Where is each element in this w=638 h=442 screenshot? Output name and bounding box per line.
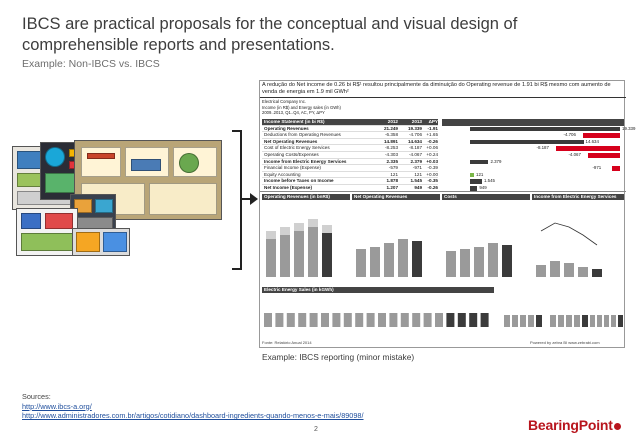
sources-label: Sources:: [22, 392, 51, 401]
table-cell: 121: [390, 171, 398, 177]
energy-bar: [597, 315, 602, 327]
sources: [22, 392, 364, 421]
table-header-cell: ΔPY: [428, 119, 438, 124]
table-cell: +0.03: [426, 158, 438, 164]
energy-bar: [481, 313, 489, 327]
divider: [260, 191, 626, 192]
energy-bar: [435, 313, 443, 327]
energy-bar: [604, 315, 609, 327]
energy-bar: [264, 313, 272, 327]
table-cell: Deductions from Operating Revenues: [264, 132, 341, 138]
table-cell: Financial Income (Expense): [264, 165, 321, 171]
table-cell: -971: [412, 165, 422, 171]
energy-bar: [378, 313, 386, 327]
table-cell: Operating Revenues: [264, 125, 309, 131]
table-cell: 1.878: [386, 178, 398, 184]
section-header: Net Operating Revenues: [352, 194, 440, 200]
energy-bar: [566, 315, 572, 327]
arrowhead-icon: [250, 193, 258, 205]
section-header: Costs: [442, 194, 530, 200]
energy-bar: [536, 315, 542, 327]
table-cell: Equity Accounting: [264, 171, 301, 177]
bar: [398, 239, 408, 277]
source-link[interactable]: http://www.administradores.com.br/artigos/cotidiano/dashboard-ingredients-quando-menos-e-mais/89098/: [22, 411, 364, 421]
bar: [384, 243, 394, 277]
energy-bar: [590, 315, 595, 327]
table-row: [262, 159, 438, 166]
bar: [356, 249, 366, 277]
deviation-bar: [470, 186, 477, 191]
stacked-bar-segment: [294, 223, 304, 231]
table-cell: 19.339: [407, 125, 422, 131]
energy-bar: [582, 315, 588, 327]
energy-bar: [332, 313, 340, 327]
table-header: [262, 119, 438, 126]
deviation-chart-header: [442, 119, 624, 126]
bar: [460, 249, 470, 277]
divider: [260, 97, 626, 98]
section-header: Income from Electric Energy Services: [532, 194, 624, 200]
deviation-bar: [556, 146, 620, 151]
energy-chart: [260, 287, 626, 337]
table-cell: -0.26: [427, 138, 438, 144]
energy-bar: [550, 315, 556, 327]
deviation-label: 14.634: [585, 138, 599, 144]
energy-bar: [469, 313, 477, 327]
deviation-bar: [470, 140, 584, 145]
deviation-label: -4.706: [563, 132, 576, 138]
logo-dot-icon: [614, 423, 621, 430]
section-header: Operating Revenues (in bnR$): [262, 194, 350, 200]
deviation-bar: [470, 127, 620, 132]
energy-bar: [618, 315, 623, 327]
report-meta: Income (in R$) and Energy sales (in GWh): [262, 104, 341, 110]
deviation-label: 2.379: [490, 158, 502, 164]
bar: [550, 261, 560, 277]
deviation-label: 949: [479, 184, 487, 190]
bar: [502, 245, 512, 277]
energy-bar: [355, 313, 363, 327]
table-cell: +0.00: [426, 171, 438, 177]
table-cell: -0.26: [427, 184, 438, 190]
stacked-bar-segment: [280, 227, 290, 235]
stacked-bar-segment: [266, 231, 276, 239]
comparison-bracket: [232, 130, 242, 270]
energy-bar: [520, 315, 526, 327]
table-cell: -8.187: [408, 145, 422, 151]
bar: [536, 265, 546, 277]
ibcs-report: [259, 80, 636, 348]
table-row: [262, 132, 438, 139]
table-header-cell: 2013: [411, 119, 422, 124]
table-cell: -8.253: [384, 145, 398, 151]
deviation-label: 19.339: [622, 125, 636, 131]
table-row: [262, 139, 438, 146]
table-cell: 2.335: [386, 158, 398, 164]
table-cell: 2.379: [410, 158, 422, 164]
energy-bar: [321, 313, 329, 327]
table-cell: Operating Costs/Expenses: [264, 151, 319, 157]
table-cell: 14.634: [407, 138, 422, 144]
table-header-cell: 2012: [387, 119, 398, 124]
section-header: Electric Energy Sales (in kGWh): [262, 287, 494, 293]
energy-bar: [611, 315, 616, 327]
report-meta: 2009..2013, Q1..Q4, AC, PY, ΔPY: [262, 110, 325, 115]
energy-bar: [458, 313, 466, 327]
bar: [412, 241, 422, 277]
page-number: 2: [314, 426, 318, 433]
slide-title: IBCS are practical proposals for the conceptual and visual design of comprehensible reports and presentations.: [22, 15, 518, 54]
deviation-label: 1.545: [483, 178, 495, 184]
deviation-label: -4.067: [568, 151, 581, 157]
deviation-bar: [612, 166, 620, 171]
energy-bar: [512, 315, 518, 327]
energy-bar: [389, 313, 397, 327]
small-charts: [260, 201, 626, 286]
source-link[interactable]: http://www.ibcs-a.org/: [22, 401, 92, 411]
deviation-bar: [583, 133, 620, 138]
energy-bar: [310, 313, 318, 327]
table-cell: Net Income (Expense): [264, 184, 312, 190]
deviation-bar: [470, 160, 488, 165]
table-header-cell: Income Statement (in bi R$): [264, 119, 325, 124]
stacked-bar-segment: [308, 219, 318, 227]
table-row: [262, 152, 438, 159]
table-cell: +0.24: [426, 151, 438, 157]
table-cell: +0.06: [426, 145, 438, 151]
report-caption: Example: IBCS reporting (minor mistake): [262, 352, 415, 362]
bar: [446, 251, 456, 277]
table-cell: 949: [414, 184, 422, 190]
table-cell: Income from Electric Energy Services: [264, 158, 347, 164]
energy-bar: [528, 315, 534, 327]
report-footer-source: Fonte: Relatório Anual 2014: [262, 340, 312, 345]
report-headline: A redução do Net income de 0.26 bi R$¹ resultou principalmente da diminuição do Operating revenue de 1.91 bi R$ mesmo com aumento de venda de energia em 1.9 mil GWh²: [262, 82, 611, 95]
report-meta: Electrical Company Inc.: [262, 99, 306, 104]
energy-bar: [574, 315, 580, 327]
table-cell: -6.358: [384, 132, 398, 138]
dashboard-thumbnail: [16, 208, 78, 256]
table-row: [262, 165, 438, 172]
table-row: [262, 126, 438, 133]
stacked-bar: [308, 219, 318, 277]
energy-bar: [424, 313, 432, 327]
table-cell: Cost of Electric Energy Services: [264, 145, 330, 151]
bearingpoint-logo: [528, 417, 621, 433]
stacked-bar: [294, 223, 304, 277]
table-cell: 14.891: [383, 138, 398, 144]
income-statement-table: [262, 119, 438, 192]
energy-bar: [367, 313, 375, 327]
bar: [488, 243, 498, 277]
table-cell: Net Operating Revenues: [264, 138, 318, 144]
table-row: [262, 145, 438, 152]
deviation-bar: [588, 153, 620, 158]
table-cell: 1.545: [410, 178, 422, 184]
table-cell: -4.706: [408, 132, 422, 138]
bar: [578, 267, 588, 277]
table-cell: -4.067: [408, 151, 422, 157]
table-cell: 1.207: [386, 184, 398, 190]
stacked-bar-segment: [322, 225, 332, 233]
table-cell: -1.91: [427, 125, 438, 131]
energy-bar: [504, 315, 510, 327]
logo-text: BearingPoint: [528, 417, 613, 433]
table-cell: +1.65: [426, 132, 438, 138]
table-cell: Income before Taxes on Income: [264, 178, 334, 184]
energy-bar: [298, 313, 306, 327]
table-row: [262, 178, 438, 185]
energy-bar: [401, 313, 409, 327]
table-cell: -579: [388, 165, 398, 171]
table-cell: 121: [414, 171, 422, 177]
energy-bar: [287, 313, 295, 327]
table-cell: -4.303: [384, 151, 398, 157]
energy-bar: [446, 313, 454, 327]
deviation-bar: [470, 173, 474, 178]
table-cell: -0.39: [427, 165, 438, 171]
bar: [592, 269, 602, 277]
deviation-label: -8.187: [536, 145, 549, 151]
energy-bar: [275, 313, 283, 327]
deviation-label: -971: [592, 165, 602, 171]
energy-bar: [344, 313, 352, 327]
bar: [474, 247, 484, 277]
bar: [370, 247, 380, 277]
dashboard-thumbnail: [72, 228, 130, 256]
table-cell: 21.249: [383, 125, 398, 131]
table-cell: -0.35: [427, 178, 438, 184]
income-margin-line: [541, 223, 597, 245]
energy-bar: [558, 315, 564, 327]
slide-subtitle: Example: Non-IBCS vs. IBCS: [22, 58, 160, 70]
non-ibcs-dashboard-collage: [12, 140, 222, 258]
table-row: [262, 172, 438, 179]
deviation-bar: [470, 179, 482, 184]
bar: [564, 263, 574, 277]
report-footer-credit: Powered by zebra BI www.zebrabi.com: [530, 340, 600, 345]
deviation-label: 121: [476, 171, 484, 177]
energy-bar: [412, 313, 420, 327]
